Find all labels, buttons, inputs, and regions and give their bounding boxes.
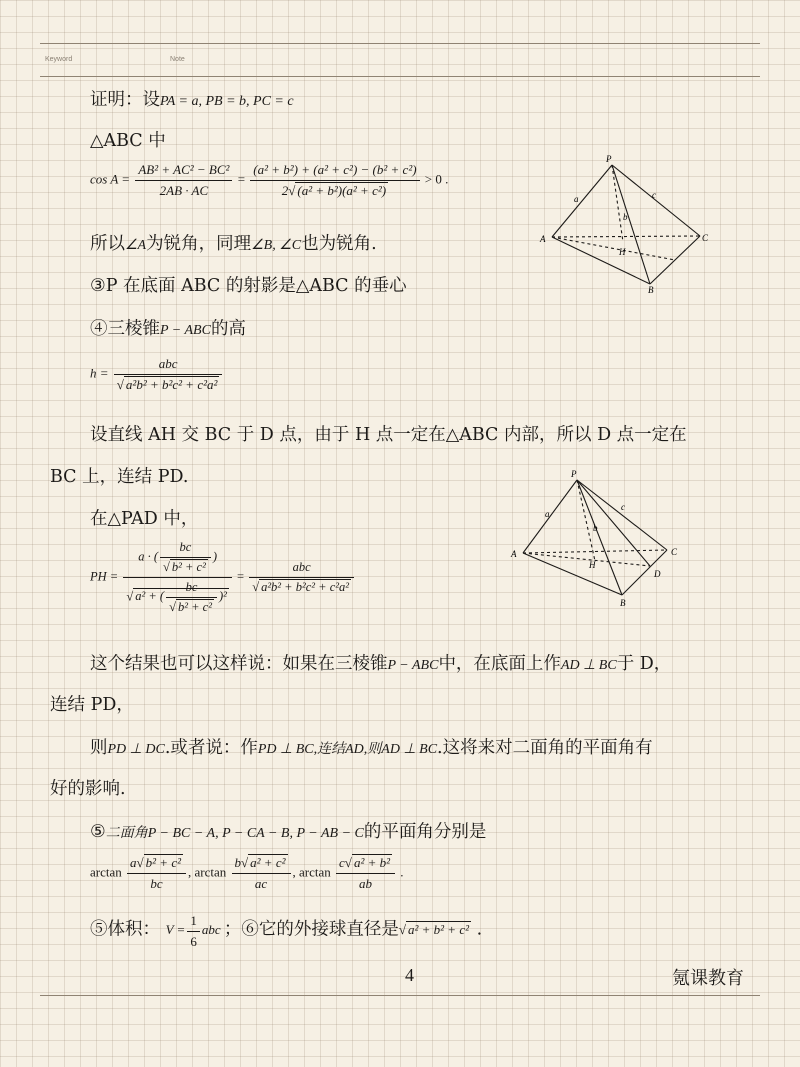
footer-rule <box>40 995 760 996</box>
cos-fraction-substituted: $\frac{\text{(a² + b²) + (a² + c²) − (b² + c²)}}{\text{2√ (a² + b²)(a² + c²)}}$ <box>250 162 419 199</box>
edge-label-a: a <box>545 509 550 519</box>
vertex-label-p: P <box>606 154 612 164</box>
triangle-abc-heading: △ABC 中 <box>90 131 166 151</box>
vertex-label-a: A <box>511 549 517 559</box>
tetrahedron-figure-2 <box>505 465 705 615</box>
header-bottom-rule <box>40 76 760 77</box>
vertex-label-p: P <box>571 469 577 479</box>
dihedral-angle-formula: arctan $\frac{\text{a√ b² + c²}}{bc}$ , arctan $\frac{\text{b√ a² + c²}}{ac}$ , arctan $\frac{\text{c√ a² + b²}}{ab}$ . <box>90 855 404 891</box>
vertex-label-c: C <box>702 233 709 243</box>
perpendicular-statement-line2: 好的影响. <box>50 779 126 799</box>
point-label-d: D <box>654 569 661 579</box>
tetrahedron-figure-1 <box>530 150 730 300</box>
keyword-label: Keyword <box>45 56 73 63</box>
edge-label-a: a <box>574 194 579 204</box>
brand-name: 氪课教育 <box>672 968 744 989</box>
height-heading: ④三棱锥P − ABC的高 <box>90 319 246 339</box>
point-label-h: H <box>619 247 626 257</box>
perpendicular-statement-line1: 则PD ⊥ DC.或者说：作PD ⊥ BC,连结AD,则AD ⊥ BC.这将来对二面角的平面角有 <box>90 738 653 758</box>
vertex-label-a: A <box>540 234 546 244</box>
proof-intro: 证明：设PA = a, PB = b, PC = c <box>90 90 294 110</box>
note-label: Note <box>170 56 185 63</box>
dihedral-angle-heading: ⑤二面角P − BC − A, P − CA − B, P − AB − C的平面角分别是 <box>90 822 487 842</box>
volume-and-diameter-statement: ⑤体积： V = $\frac{1}{6}$ abc ；⑥它的外接球直径是√ a² + b² + c² . <box>90 913 483 949</box>
edge-label-b: b <box>623 212 628 222</box>
vertex-label-b: B <box>620 598 626 608</box>
edge-label-c: c <box>621 502 625 512</box>
point-d-statement-line1: 设直线 AH 交 BC 于 D 点，由于 H 点一定在△ABC 内部，所以 D 点一定在 <box>90 425 687 445</box>
proof-assumption: PA = a, PB = b, PC = c <box>160 94 294 109</box>
page-number: 4 <box>405 965 414 985</box>
cos-a-formula: cos A = $\frac{\text{AB² + AC² − BC²}}{2AB \cdot AC}$ = $\frac{\text{(a² + b²) + (a² + c²) − (b² + c²)}}{\text{2√ (a² + b²)(a² + c²)}}$ > 0 . <box>90 162 449 198</box>
ph-formula: PH = a · ( $\frac{bc}{\text{√ b² + c²}}$ ) √ a² + ( $\frac{bc}{\text{√ b² + c²}}$ )² = $\frac{\text{abc}}{\text{√ a²b² + b²c² + c²a²}}$ <box>90 540 356 615</box>
height-formula: h = $\frac{\text{abc}}{\text{√ a²b² + b²c² + c²a²}}$ <box>90 356 224 393</box>
alternate-statement-line1: 这个结果也可以这样说：如果在三棱锥P − ABC中，在底面上作AD ⊥ BC于 D， <box>90 654 672 674</box>
alternate-statement-line2: 连结 PD， <box>50 695 134 715</box>
triangle-pad-heading: 在△PAD 中， <box>90 509 199 529</box>
edge-label-b: b <box>593 523 598 533</box>
point-d-statement-line2: BC 上，连结 PD. <box>50 467 189 487</box>
cos-fraction-law-of-cosines: $\frac{\text{AB² + AC² − BC²}}{2AB \cdot AC}$ <box>135 162 232 199</box>
acute-angle-statement: 所以∠A为锐角，同理∠B, ∠C也为锐角. <box>90 234 377 254</box>
vertex-label-c: C <box>671 547 678 557</box>
edge-label-c: c <box>652 190 656 200</box>
header-top-rule <box>40 43 760 44</box>
orthocenter-statement: ③P 在底面 ABC 的射影是△ABC 的垂心 <box>90 276 407 296</box>
point-label-h: H <box>589 560 596 570</box>
vertex-label-b: B <box>648 285 654 295</box>
